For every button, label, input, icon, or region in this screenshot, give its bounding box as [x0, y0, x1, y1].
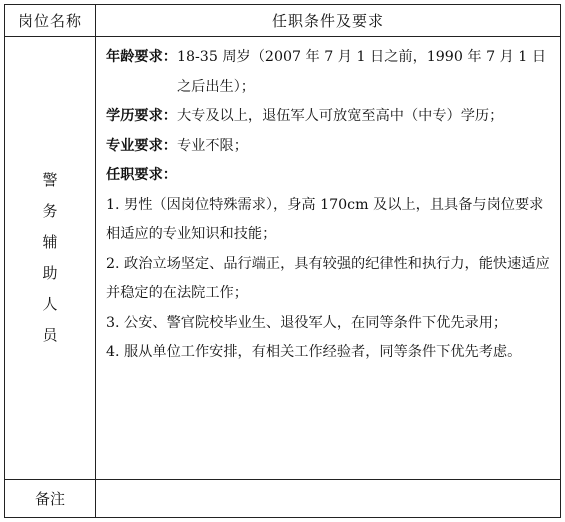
education-requirement-label: 学历要求：: [106, 108, 177, 124]
header-requirements: 任职条件及要求: [96, 5, 561, 37]
position-name-vertical: [40, 165, 60, 351]
job-requirement-label: 任职要求：: [106, 167, 177, 183]
major-requirement: [106, 132, 552, 162]
position-name-char: 人: [42, 295, 58, 313]
job-requirement-item: 3. 公安、警官院校毕业生、退役军人，在同等条件下优先录用；: [106, 314, 508, 331]
position-name-char: 员: [42, 326, 58, 344]
requirements-table: [4, 4, 561, 518]
position-name-char: 务: [42, 202, 58, 220]
table-header-row: [5, 5, 561, 37]
education-requirement-value: 大专及以上，退伍军人可放宽至高中（中专）学历；: [176, 108, 504, 124]
age-requirement-label: 年龄要求：: [106, 49, 177, 65]
notes-value: [96, 480, 561, 518]
header-position-name: 岗位名称: [5, 5, 96, 37]
notes-label: 备注: [5, 480, 96, 518]
table-row: [5, 37, 561, 480]
position-name-cell: [5, 37, 96, 480]
education-requirement: [106, 102, 552, 132]
age-requirement-value: 18-35 周岁（2007 年 7 月 1 日之前，1990 年 7 月 1 日之后出生）；: [176, 49, 547, 95]
position-name-char: 警: [42, 171, 58, 189]
major-requirement-label: 专业要求：: [106, 137, 177, 154]
position-name-char: 助: [42, 264, 58, 282]
major-requirement-value: 专业不限；: [176, 137, 248, 154]
job-requirement: [106, 161, 552, 191]
job-requirement-item: 2. 政治立场坚定、品行端正，具有较强的纪律性和执行力，能快速适应并稳定的在法院工作；: [106, 255, 550, 301]
position-name-char: 辅: [42, 233, 58, 251]
job-requirement-item: 1. 男性（因岗位特殊需求），身高 170cm 及以上，且具备与岗位要求相适应的专业知识和技能；: [106, 196, 544, 242]
notes-row: [5, 480, 561, 518]
age-requirement: [106, 43, 552, 102]
job-requirement-item: 4. 服从单位工作安排，有相关工作经验者，同等条件下优先考虑。: [106, 344, 522, 360]
requirements-cell: [96, 37, 561, 480]
